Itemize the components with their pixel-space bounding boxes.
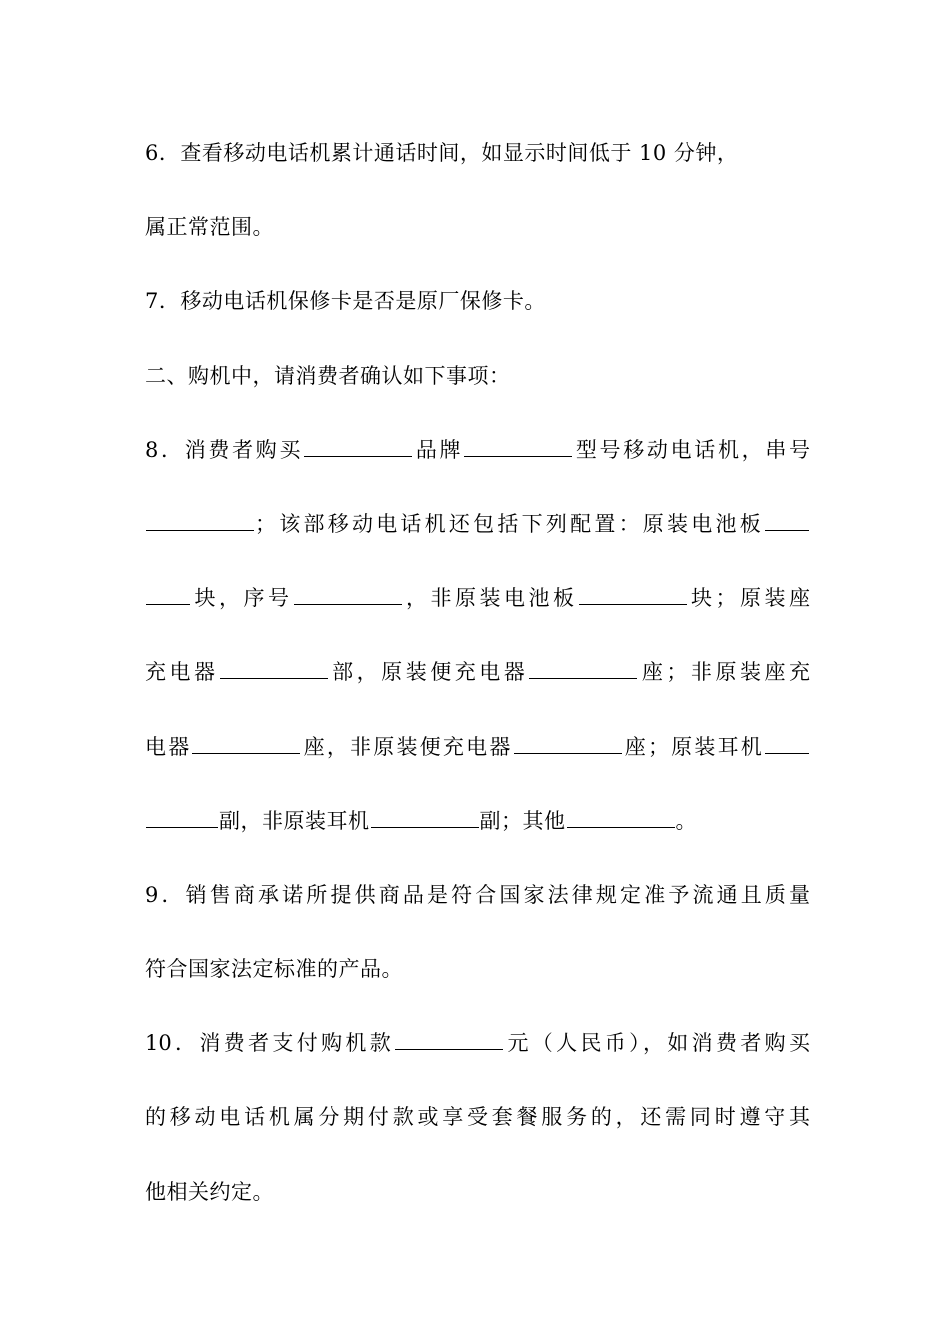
fill-in-blank[interactable] (464, 434, 572, 457)
fill-in-blank[interactable] (146, 582, 190, 605)
paragraph-line: 9．销售商承诺所提供商品是符合国家法律规定准予流通且质量 (145, 882, 810, 907)
fill-in-blank[interactable] (304, 434, 412, 457)
paragraph-line: 副，非原装耳机 副；其他 。 (145, 800, 810, 874)
paragraph-line: 8．消费者购买 品牌 型号移动电话机，串号 (145, 429, 810, 503)
fill-in-blank[interactable] (567, 805, 675, 828)
fill-in-blank[interactable] (765, 730, 809, 753)
paragraph-line: 符合国家法定标准的产品。 (145, 957, 403, 982)
fill-in-blank[interactable] (146, 508, 254, 531)
fill-in-blank[interactable] (371, 805, 479, 828)
fill-in-blank[interactable] (579, 582, 687, 605)
fill-in-blank[interactable] (395, 1027, 503, 1050)
document-body (145, 132, 810, 1245)
section-heading: 二、购机中，请消费者确认如下事项： (145, 363, 511, 388)
paragraph-line: 电器 座，非原装便充电器 座；原装耳机 (145, 726, 810, 800)
fill-in-blank[interactable] (514, 730, 622, 753)
fill-in-blank[interactable] (192, 730, 300, 753)
paragraph-line: 的移动电话机属分期付款或享受套餐服务的，还需同时遵守其 (145, 1105, 810, 1130)
paragraph-line: 10．消费者支付购机款 元（人民币），如消费者购买 (145, 1022, 810, 1096)
paragraph-line: 6．查看移动电话机累计通话时间，如显示时间低于 10 分钟， (145, 141, 739, 165)
fill-in-blank[interactable] (529, 656, 637, 679)
paragraph-line: 块，序号 ，非原装电池板 块；原装座 (145, 577, 810, 651)
fill-in-blank[interactable] (146, 805, 218, 828)
paragraph-line: 属正常范围。 (145, 215, 274, 240)
fill-in-blank[interactable] (294, 582, 402, 605)
fill-in-blank[interactable] (765, 508, 809, 531)
paragraph-line: 充电器 部，原装便充电器 座；非原装座充 (145, 651, 810, 725)
paragraph-line: ；该部移动电话机还包括下列配置：原装电池板 (145, 503, 810, 577)
paragraph-line: 7．移动电话机保修卡是否是原厂保修卡。 (145, 289, 546, 314)
paragraph-line: 他相关约定。 (145, 1179, 274, 1204)
fill-in-blank[interactable] (220, 656, 328, 679)
